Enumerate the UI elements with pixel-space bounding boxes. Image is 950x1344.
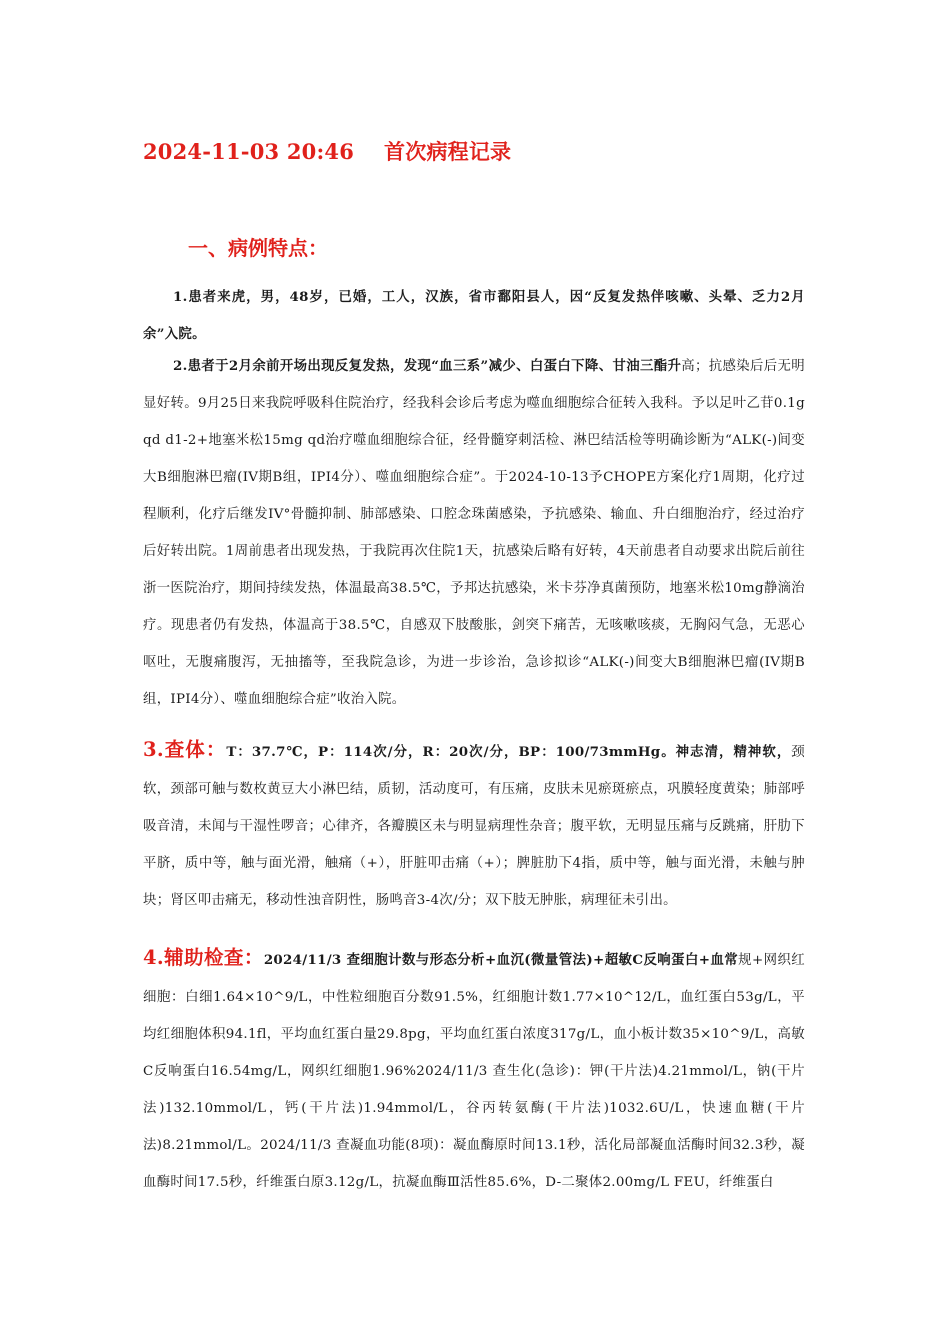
record-title-text: 首次病程记录 <box>384 139 512 164</box>
paragraph-physical-exam <box>143 731 805 919</box>
paragraph-auxiliary-exam <box>143 939 805 1201</box>
physical-exam-vitals: T：37.7℃，P：114次/分，R：20次/分，BP：100/73mmHg。神志清，精神软， <box>226 744 792 760</box>
item-2-text: 高；抗感染后后无明显好转。9月25日来我院呼吸科住院治疗，经我科会诊后考虑为噬血细胞综合征转入我科。予以足叶乙苷0.1g qd d1-2+地塞米松15mg qd治疗噬血细胞综合征，经骨髓穿刺活检、淋巴结活检等明确诊断为“ALK(-)间变大B细胞淋巴瘤(IV期B组，IPI4分）、噬血细胞综合症”。于2024-10-13予CHOPE方案化疗1周期，化疗过程顺利，化疗后继发IV°骨髓抑制、肺部感染、口腔念珠菌感染，予抗感染、输血、升白细胞治疗，经过治疗后好转出院。1周前患者出现发热，于我院再次住院1天，抗感染后略有好转，4天前患者自动要求出院后前往浙一医院治疗，期间持续发热，体温最高38.5℃，予邦达抗感染，米卡芬净真菌预防，地塞米松10mg静滴治疗。现患者仍有发热，体温高于38.5℃，自感双下肢酸胀，剑突下痛苦，无咳嗽咳痰，无胸闷气急，无恶心呕吐，无腹痛腹泻，无抽搐等，至我院急诊，为进一步诊治，急诊拟诊“ALK(-)间变大B细胞淋巴瘤(IV期B组，IPI4分）、噬血细胞综合症”收治入院。 <box>143 359 805 707</box>
record-datetime: 2024-11-03 20:46 <box>143 139 355 164</box>
item-1-text: 1.患者来虎，男，48岁，已婚，工人，汉族，省市鄱阳县人，因“反复发热伴咳嗽、头晕、乏力2月余”入院。 <box>143 289 805 342</box>
section-heading-case-features: 一、病例特点： <box>188 236 328 260</box>
auxiliary-exam-text: 规+网织红细胞：白细1.64×10^9/L，中性粒细胞百分数91.5%，红细胞计数1.77×10^12/L，血红蛋白53g/L，平均红细胞体积94.1fl，平均血红蛋白量29.8pg，平均血红蛋白浓度317g/L，血小板计数35×10^9/L，高敏C反响蛋白16.54mg/L，网织红细胞1.96%2024/11/3 查生化(急诊)：钾(干片法)4.21mmol/L，钠(干片法)132.10mmol/L，钙(干片法)1.94mmol/L，谷丙转氨酶(干片法)1032.6U/L，快速血糖(干片法)8.21mmol/L。2024/11/3 查凝血功能(8项)：凝血酶原时间13.1秒，活化局部凝血活酶时间32.3秒，凝血酶时间17.5秒，纤维蛋白原3.12g/L，抗凝血酶Ⅲ活性85.6%，D-二聚体2.00mg/L FEU，纤维蛋白 <box>143 953 805 1190</box>
physical-exam-heading: 3.查体： <box>143 738 227 761</box>
auxiliary-exam-bold-text: 2024/11/3 查细胞计数与形态分析+血沉(微量管法)+超敏C反响蛋白+血常 <box>263 952 739 968</box>
item-2-bold-text: 2.患者于2月余前开场出现反复发热，发现“血三系”减少、白蛋白下降、甘油三酯升 <box>173 358 682 374</box>
record-title <box>143 136 511 166</box>
physical-exam-text: 颈软，颈部可触与数枚黄豆大小淋巴结，质韧，活动度可，有压痛，皮肤未见瘀斑瘀点，巩膜轻度黄染；肺部呼吸音清，未闻与干湿性啰音；心律齐，各瓣膜区未与明显病理性杂音；腹平软，无明显压痛与反跳痛，肝肋下平脐，质中等，触与面光滑，触痛（+），肝脏叩击痛（+）；脾脏肋下4指，质中等，触与面光滑，未触与肿块；肾区叩击痛无，移动性浊音阴性，肠鸣音3-4次/分；双下肢无肿胀，病理征未引出。 <box>143 745 805 908</box>
paragraph-item-2 <box>143 348 805 718</box>
paragraph-item-1 <box>143 279 805 353</box>
auxiliary-exam-heading: 4.辅助检查： <box>143 946 264 969</box>
